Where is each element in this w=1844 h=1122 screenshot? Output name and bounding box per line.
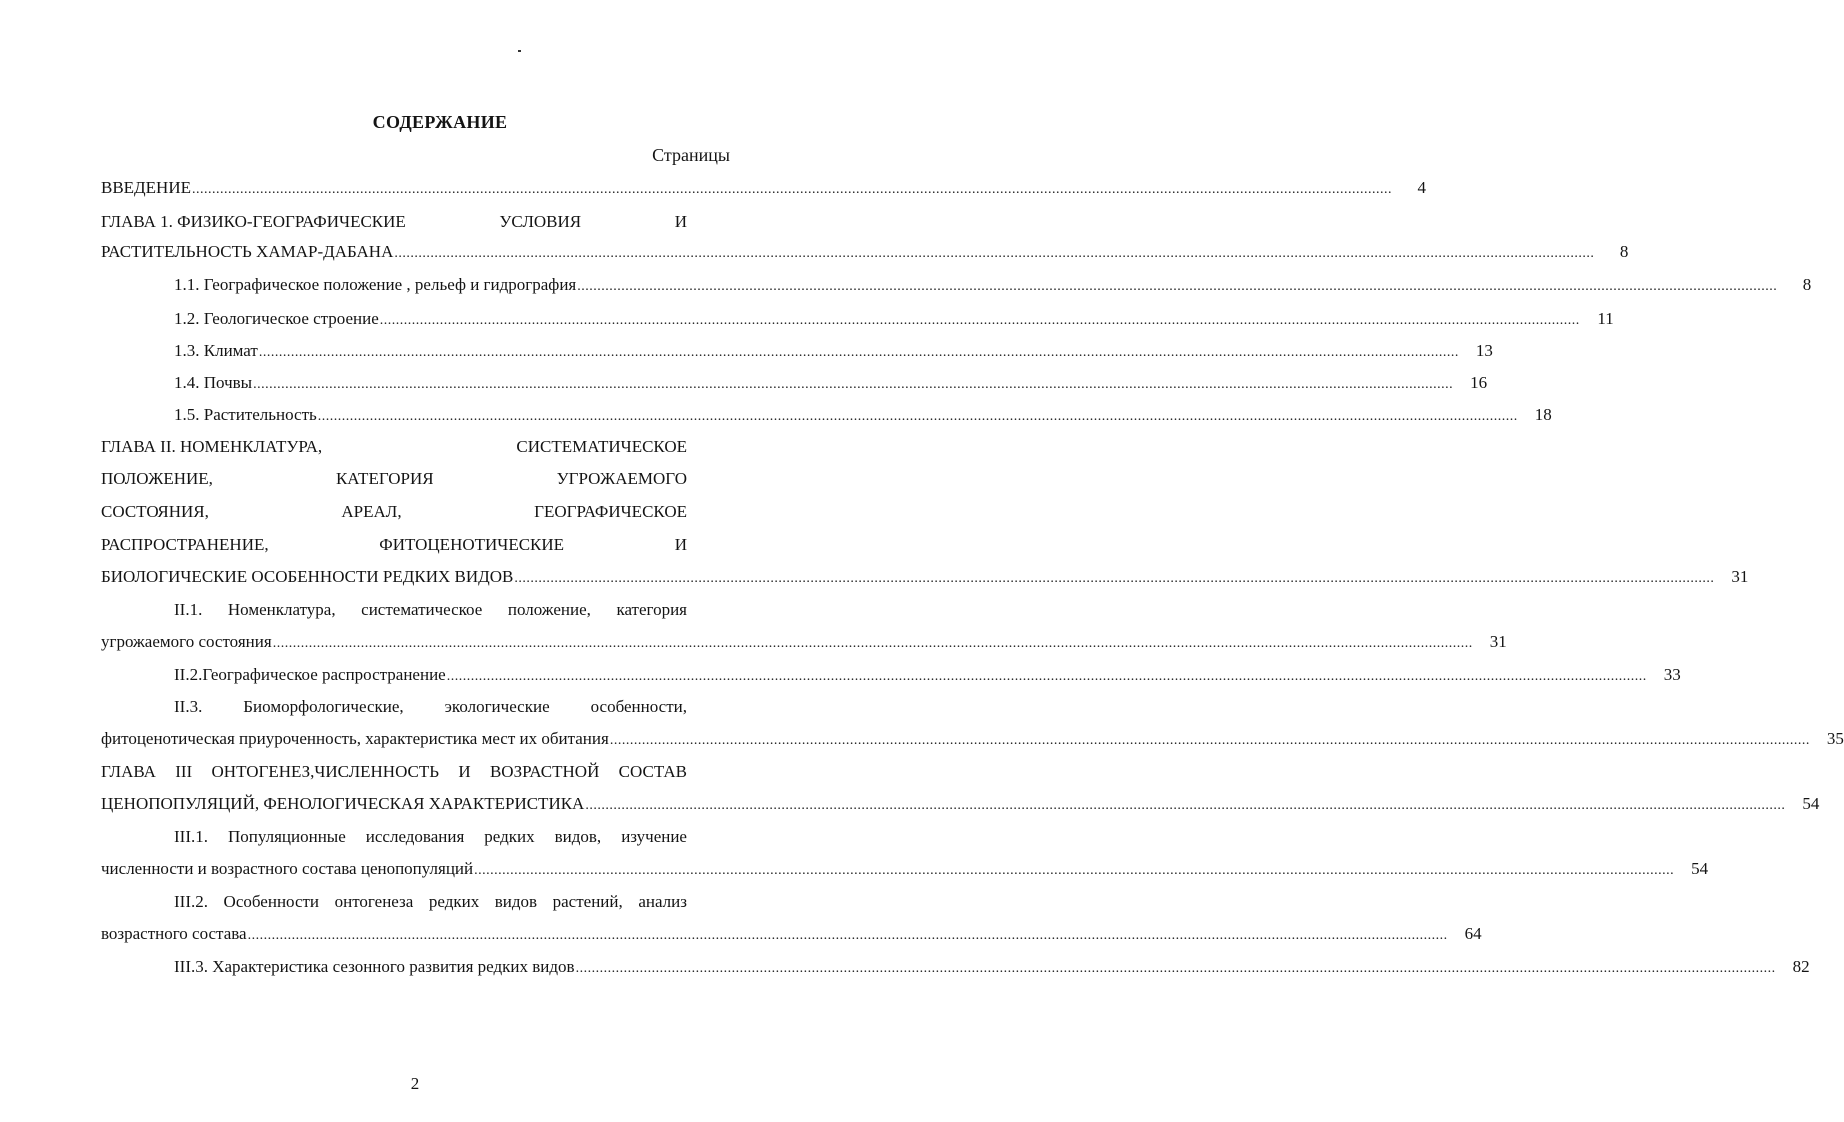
toc-entry-text: 1.3. Климат: [174, 341, 258, 360]
toc-word: Номенклатура,: [227, 600, 336, 619]
toc-entry-text: 1.4. Почвы: [174, 373, 253, 392]
toc-word: особенности,: [590, 697, 687, 716]
toc-chapter-3-line-1[interactable]: [101, 760, 687, 784]
toc-word: систематическое: [361, 600, 483, 619]
toc-word: III.1.: [174, 827, 208, 846]
toc-section-1-3[interactable]: [174, 339, 1493, 363]
toc-word: онтогенеза: [334, 892, 414, 911]
toc-word: Популяционные: [227, 827, 346, 846]
dot-leader: ............................................................................................................................................................................................................................................................................................................: [514, 571, 1715, 586]
toc-section-3-1-line-1[interactable]: [174, 825, 687, 849]
toc-word: ПОЛОЖЕНИЕ,: [101, 469, 213, 488]
toc-word: И: [458, 762, 471, 781]
toc-chapter-1-line-1[interactable]: [101, 210, 687, 234]
toc-entry-page: 33: [1663, 665, 1681, 684]
toc-section-2-1-line-2[interactable]: [101, 630, 1507, 654]
toc-word: АРЕАЛ,: [341, 502, 402, 521]
toc-entry-text: II.2.Географическое распространение: [174, 665, 446, 684]
toc-entry-text: III.3. Характеристика сезонного развития редких видов: [174, 957, 575, 976]
toc-word: видов: [494, 892, 538, 911]
toc-entry-page: 8: [1619, 242, 1629, 261]
toc-chapter-2-line-5[interactable]: [101, 565, 1749, 589]
toc-entry-page: 54: [1802, 794, 1820, 813]
toc-entry-text: 1.1. Географическое положение , рельеф и гидрография: [174, 275, 577, 294]
toc-section-3-3[interactable]: [174, 955, 1810, 979]
toc-entry-text: фитоценотическая приуроченность, характеристика мест их обитания: [101, 729, 609, 748]
toc-section-1-2[interactable]: [174, 307, 1614, 331]
scan-speck: [518, 50, 521, 52]
toc-entry-page: 31: [1489, 632, 1507, 651]
toc-word: Биоморфологические,: [243, 697, 404, 716]
toc-section-3-1-line-2[interactable]: [101, 857, 1709, 881]
toc-entry-page: 82: [1792, 957, 1810, 976]
toc-entry-text: возрастного состава: [101, 924, 247, 943]
dot-leader: ............................................................................................................................................................................................................................................................................................................: [247, 928, 1448, 943]
toc-word: изучение: [621, 827, 687, 846]
toc-word: ОНТОГЕНЕЗ,ЧИСЛЕННОСТЬ: [211, 762, 440, 781]
toc-entry-text: ВВЕДЕНИЕ: [101, 178, 191, 197]
dot-leader: ............................................................................................................................................................................................................................................................................................................: [379, 313, 1580, 328]
toc-entry-page: 54: [1691, 859, 1709, 878]
dot-leader: ............................................................................................................................................................................................................................................................................................................: [272, 636, 1473, 651]
toc-section-3-2-line-1[interactable]: [174, 890, 687, 914]
toc-entry-text: угрожаемого состояния: [101, 632, 272, 651]
toc-word: исследования: [365, 827, 465, 846]
toc-entry-text: РАСТИТЕЛЬНОСТЬ ХАМАР-ДАБАНА: [101, 242, 394, 261]
toc-word: III: [175, 762, 193, 781]
dot-leader: ............................................................................................................................................................................................................................................................................................................: [394, 246, 1595, 261]
toc-entry-text: численности и возрастного состава ценопопуляций: [101, 859, 474, 878]
toc-word: ВОЗРАСТНОЙ: [489, 762, 600, 781]
toc-entry-page: 16: [1470, 373, 1488, 392]
toc-word: ГЛАВА II. НОМЕНКЛАТУРА,: [101, 437, 323, 456]
toc-word: УГРОЖАЕМОГО: [556, 469, 687, 488]
toc-section-1-4[interactable]: [174, 371, 1488, 395]
toc-word: СОСТАВ: [618, 762, 687, 781]
toc-word: УСЛОВИЯ: [499, 212, 582, 231]
toc-word: III.2.: [174, 892, 208, 911]
toc-entry-page: 18: [1534, 405, 1552, 424]
toc-word: II.3.: [174, 697, 203, 716]
toc-entry-page: 31: [1731, 567, 1749, 586]
toc-word: ГЛАВА: [101, 762, 156, 781]
toc-word: редких: [428, 892, 480, 911]
toc-entry-page: 35: [1826, 729, 1844, 748]
toc-chapter-2-line-1[interactable]: [101, 435, 687, 459]
toc-word: И: [674, 212, 687, 231]
toc-chapter-2-line-4[interactable]: [101, 533, 687, 557]
toc-word: растений,: [552, 892, 623, 911]
dot-leader: ............................................................................................................................................................................................................................................................................................................: [446, 669, 1647, 684]
dot-leader: ............................................................................................................................................................................................................................................................................................................: [575, 961, 1776, 976]
toc-word: видов,: [554, 827, 602, 846]
dot-leader: ............................................................................................................................................................................................................................................................................................................: [577, 279, 1778, 294]
toc-section-2-1-line-1[interactable]: [174, 598, 687, 622]
toc-word: РАСПРОСТРАНЕНИЕ,: [101, 535, 269, 554]
toc-chapter-2-line-2[interactable]: [101, 467, 687, 491]
pages-column-label: Страницы: [652, 145, 730, 165]
toc-word: ГЛАВА 1. ФИЗИКО-ГЕОГРАФИЧЕСКИЕ: [101, 212, 406, 231]
toc-word: ФИТОЦЕНОТИЧЕСКИЕ: [379, 535, 565, 554]
toc-section-1-5[interactable]: [174, 403, 1552, 427]
toc-word: II.1.: [174, 600, 203, 619]
dot-leader: ............................................................................................................................................................................................................................................................................................................: [609, 733, 1810, 748]
toc-section-1-1[interactable]: [174, 273, 1812, 297]
dot-leader: ............................................................................................................................................................................................................................................................................................................: [191, 182, 1392, 197]
toc-word: И: [674, 535, 687, 554]
page-title: СОДЕРЖАНИЕ: [372, 112, 508, 132]
toc-word: СИСТЕМАТИЧЕСКОЕ: [516, 437, 687, 456]
toc-chapter-2-line-3[interactable]: [101, 500, 687, 524]
toc-word: СОСТОЯНИЯ,: [101, 502, 209, 521]
toc-word: КАТЕГОРИЯ: [335, 469, 434, 488]
page-number: 2: [410, 1074, 420, 1093]
toc-section-2-2[interactable]: [174, 663, 1681, 687]
toc-entry-page: 11: [1597, 309, 1614, 328]
toc-word: категория: [616, 600, 687, 619]
toc-chapter-3-line-2[interactable]: [101, 792, 1820, 816]
toc-entry-page: 13: [1475, 341, 1493, 360]
dot-leader: ............................................................................................................................................................................................................................................................................................................: [317, 409, 1518, 424]
toc-entry-text: ЦЕНОПОПУЛЯЦИЙ, ФЕНОЛОГИЧЕСКАЯ ХАРАКТЕРИСТИКА: [101, 794, 585, 813]
toc-word: экологические: [444, 697, 550, 716]
toc-word: Особенности: [223, 892, 320, 911]
dot-leader: ............................................................................................................................................................................................................................................................................................................: [253, 377, 1454, 392]
toc-word: анализ: [638, 892, 687, 911]
toc-entry-text: 1.5. Растительность: [174, 405, 317, 424]
toc-entry-page: 8: [1802, 275, 1812, 294]
toc-section-2-3-line-1[interactable]: [174, 695, 687, 719]
toc-entry-page: 4: [1417, 178, 1426, 197]
toc-chapter-1-line-2[interactable]: [101, 240, 1629, 264]
dot-leader: ............................................................................................................................................................................................................................................................................................................: [474, 863, 1675, 878]
toc-section-3-2-line-2[interactable]: [101, 922, 1482, 946]
toc-entry-page: 64: [1464, 924, 1482, 943]
toc-entry-text: 1.2. Геологическое строение: [174, 309, 379, 328]
toc-word: редких: [484, 827, 535, 846]
toc-entry-text: БИОЛОГИЧЕСКИЕ ОСОБЕННОСТИ РЕДКИХ ВИДОВ: [101, 567, 514, 586]
toc-entry-intro[interactable]: [101, 176, 1426, 200]
dot-leader: ............................................................................................................................................................................................................................................................................................................: [585, 798, 1786, 813]
toc-section-2-3-line-2[interactable]: [101, 727, 1844, 751]
toc-word: положение,: [507, 600, 591, 619]
dot-leader: ............................................................................................................................................................................................................................................................................................................: [258, 345, 1459, 360]
toc-word: ГЕОГРАФИЧЕСКОЕ: [534, 502, 687, 521]
